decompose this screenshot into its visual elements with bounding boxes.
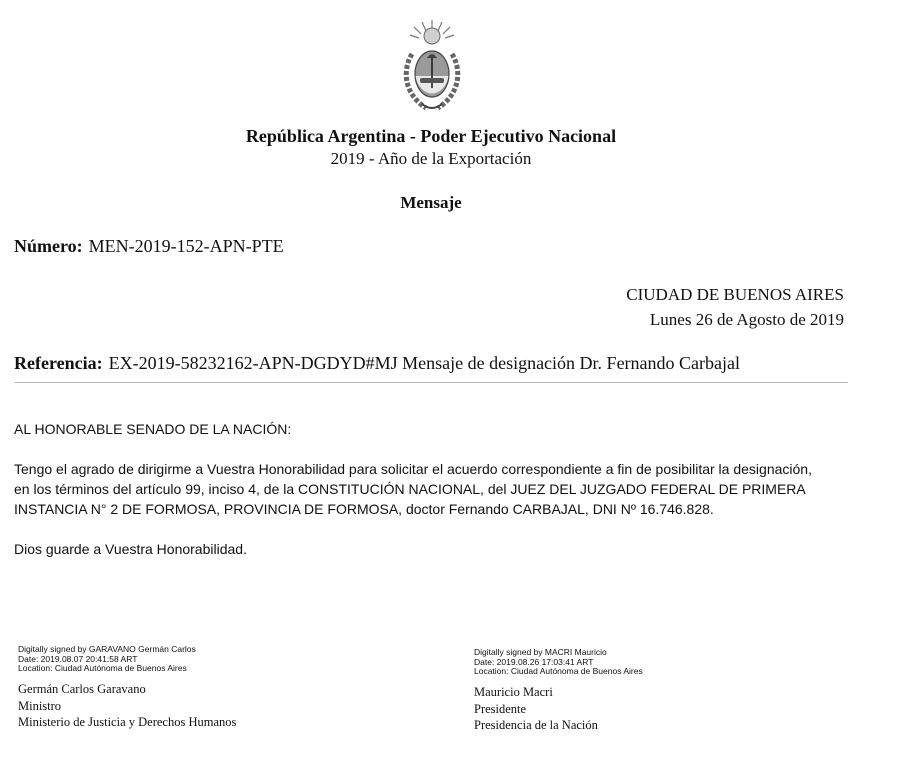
signatory-block bbox=[18, 681, 236, 731]
divider bbox=[14, 382, 848, 383]
signatory-name: Germán Carlos Garavano bbox=[18, 682, 146, 696]
coat-of-arms-icon bbox=[396, 18, 468, 118]
closing: Dios guarde a Vuestra Honorabilidad. bbox=[14, 541, 247, 557]
digital-signature-stamp bbox=[18, 645, 196, 674]
signature-digital-line: Digitally signed by GARAVANO Germán Carlos bbox=[18, 644, 196, 654]
body-line: INSTANCIA N° 2 DE FORMOSA, PROVINCIA DE FORMOSA, doctor Fernando CARBAJAL, DNI Nº 16.746.828. bbox=[14, 501, 714, 517]
header-subtitle: 2019 - Año de la Exportación bbox=[330, 149, 532, 168]
signature-location-line: Location: Ciudad Autónoma de Buenos Aires bbox=[474, 666, 643, 676]
referencia-label: Referencia: bbox=[14, 353, 103, 373]
signatory-block bbox=[474, 684, 598, 734]
signature-location-line: Location: Ciudad Autónoma de Buenos Aires bbox=[18, 663, 187, 673]
header-title: República Argentina - Poder Ejecutivo Nacional bbox=[245, 126, 617, 146]
numero-label: Número: bbox=[14, 236, 83, 256]
referencia-line bbox=[14, 353, 740, 374]
signature-date-line: Date: 2019.08.26 17:03:41 ART bbox=[474, 656, 594, 667]
signatory-office: Presidencia de la Nación bbox=[474, 718, 598, 732]
signatory-role: Ministro bbox=[18, 698, 62, 713]
body-line: en los términos del artículo 99, inciso 4, de la CONSTITUCIÓN NACIONAL, del JUEZ DEL JUZGADO FEDERAL DE PRIMERA bbox=[14, 481, 806, 497]
signatory-role: Presidente bbox=[474, 701, 527, 716]
signature-date-line: Date: 2019.08.07 20:41:58 ART bbox=[18, 653, 138, 664]
signatory-office: Ministerio de Justicia y Derechos Humanos bbox=[18, 715, 237, 729]
numero-value: MEN-2019-152-APN-PTE bbox=[88, 236, 284, 256]
location-date: Lunes 26 de Agosto de 2019 bbox=[649, 310, 844, 329]
referencia-value: EX-2019-58232162-APN-DGDYD#MJ Mensaje de designación Dr. Fernando Carbajal bbox=[108, 353, 741, 373]
location-city: CIUDAD DE BUENOS AIRES bbox=[626, 285, 844, 304]
document-type: Mensaje bbox=[400, 193, 462, 212]
numero-line bbox=[14, 236, 284, 257]
body-line: Tengo el agrado de dirigirme a Vuestra Honorabilidad para solicitar el acuerdo correspondiente a fin de posibilitar la designación, bbox=[14, 461, 812, 477]
body-paragraph bbox=[14, 459, 894, 519]
salutation: AL HONORABLE SENADO DE LA NACIÓN: bbox=[14, 421, 292, 437]
signature-digital-line: Digitally signed by MACRI Mauricio bbox=[474, 647, 607, 657]
signatory-name: Mauricio Macri bbox=[474, 685, 553, 699]
digital-signature-stamp bbox=[474, 648, 643, 677]
